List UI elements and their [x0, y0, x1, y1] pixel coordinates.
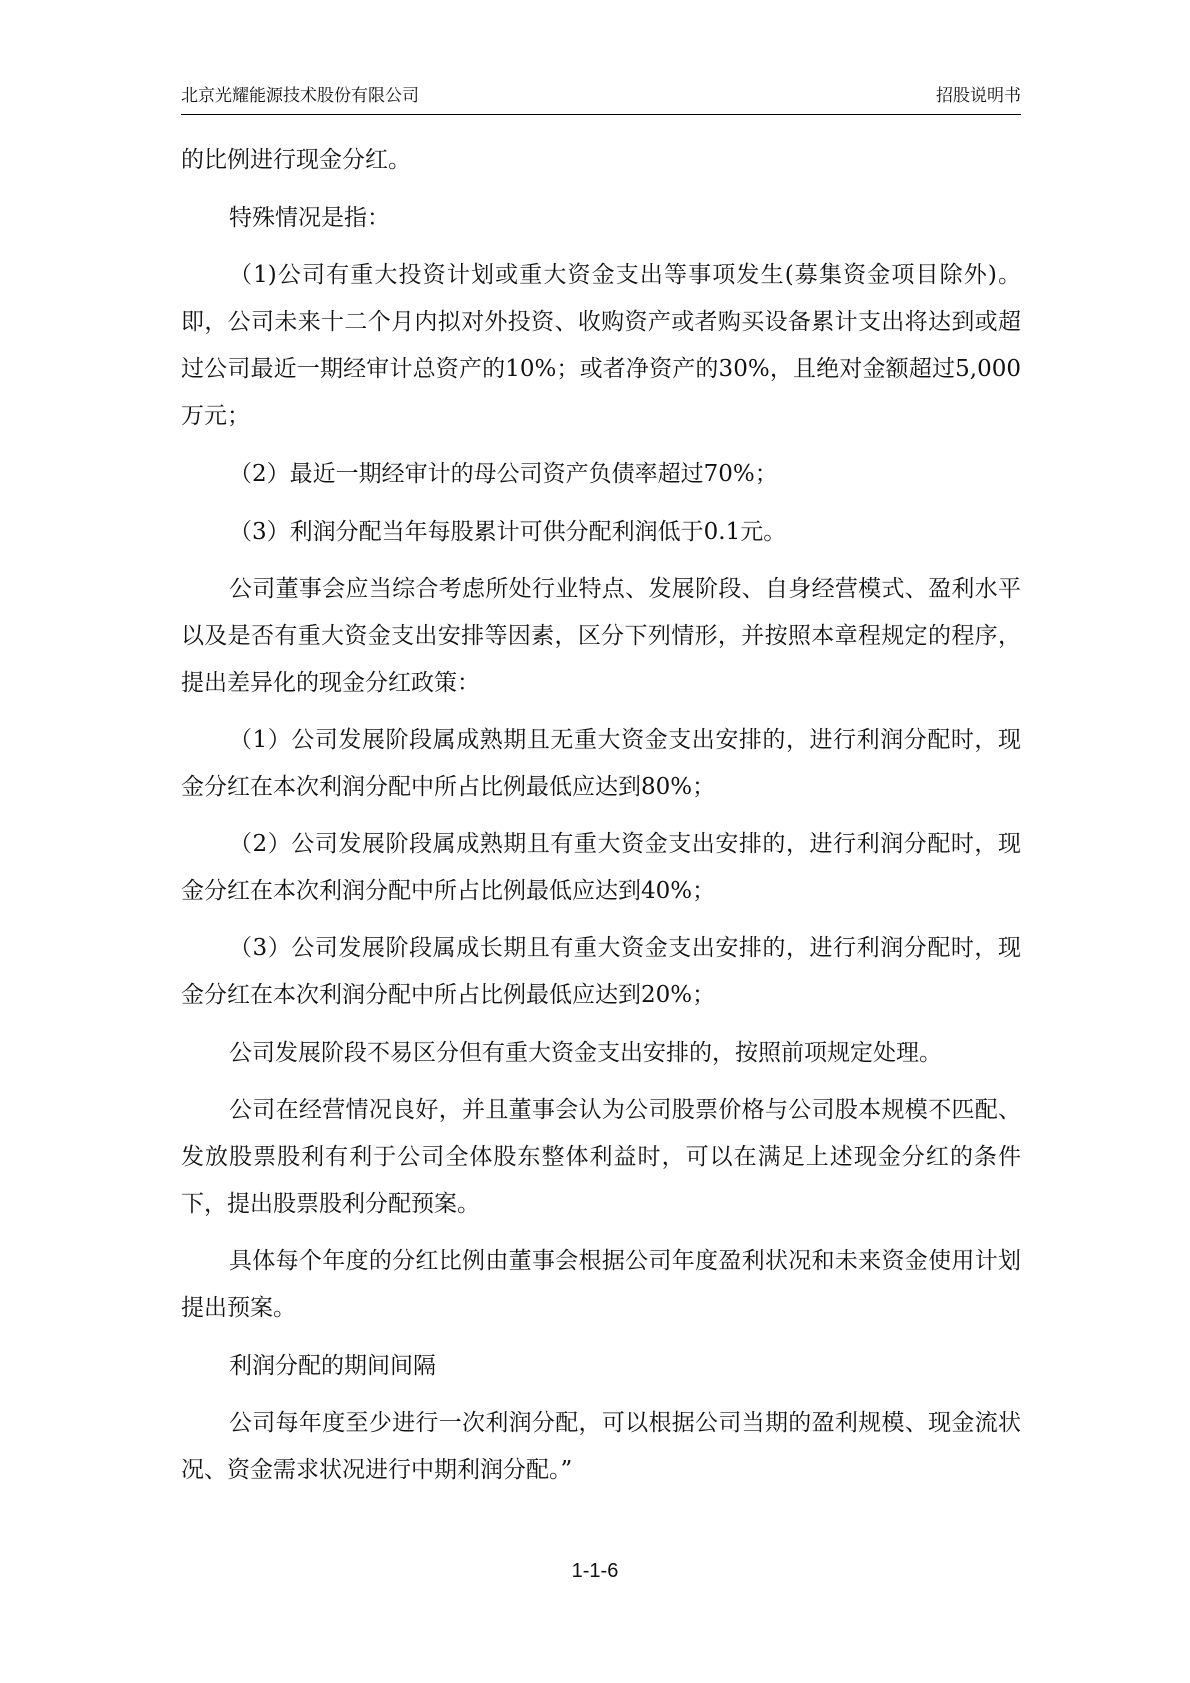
- page-number: 1-1-6: [571, 1560, 619, 1582]
- paragraph: （1)公司有重大投资计划或重大资金支出等事项发生(募集资金项目除外)。即，公司未来十二个月内拟对外投资、收购资产或者购买设备累计支出将达到或超过公司最近一期经审计总资产的10%；或者净资产的30%，且绝对金额超过5,000万元；: [181, 262, 1021, 429]
- paragraph: （3）利润分配当年每股累计可供分配利润低于0.1元。: [229, 519, 787, 545]
- paragraph: （2）公司发展阶段属成熟期且有重大资金支出安排的，进行利润分配时，现金分红在本次利润分配中所占比例最低应达到40%；: [181, 831, 1021, 904]
- paragraph: （2）最近一期经审计的母公司资产负债率超过70%；: [229, 461, 778, 487]
- page-header: [181, 82, 1021, 115]
- header-company-name: 北京光耀能源技术股份有限公司: [181, 86, 419, 106]
- paragraph: 具体每个年度的分红比例由董事会根据公司年度盈利状况和未来资金使用计划提出预案。: [181, 1248, 1021, 1321]
- paragraph: 公司发展阶段不易区分但有重大资金支出安排的，按照前项规定处理。: [229, 1040, 942, 1066]
- paragraph: 利润分配的期间间隔: [229, 1353, 436, 1379]
- header-document-type: 招股说明书: [936, 86, 1021, 106]
- paragraph: （3）公司发展阶段属成长期且有重大资金支出安排的，进行利润分配时，现金分红在本次利润分配中所占比例最低应达到20%；: [181, 935, 1021, 1008]
- paragraph: （1）公司发展阶段属成熟期且无重大资金支出安排的，进行利润分配时，现金分红在本次利润分配中所占比例最低应达到80%；: [181, 727, 1021, 800]
- paragraph: 公司每年度至少进行一次利润分配，可以根据公司当期的盈利规模、现金流状况、资金需求状况进行中期利润分配。”: [181, 1410, 1021, 1483]
- paragraph: 特殊情况是指：: [229, 205, 390, 231]
- paragraph: 公司董事会应当综合考虑所处行业特点、发展阶段、自身经营模式、盈利水平以及是否有重大资金支出安排等因素，区分下列情形，并按照本章程规定的程序，提出差异化的现金分红政策：: [181, 576, 1021, 696]
- paragraph: 的比例进行现金分红。: [181, 147, 411, 173]
- body-text: [181, 136, 1021, 1504]
- paragraph: 公司在经营情况良好，并且董事会认为公司股票价格与公司股本规模不匹配、发放股票股利有利于公司全体股东整体利益时，可以在满足上述现金分红的条件下，提出股票股利分配预案。: [181, 1097, 1021, 1217]
